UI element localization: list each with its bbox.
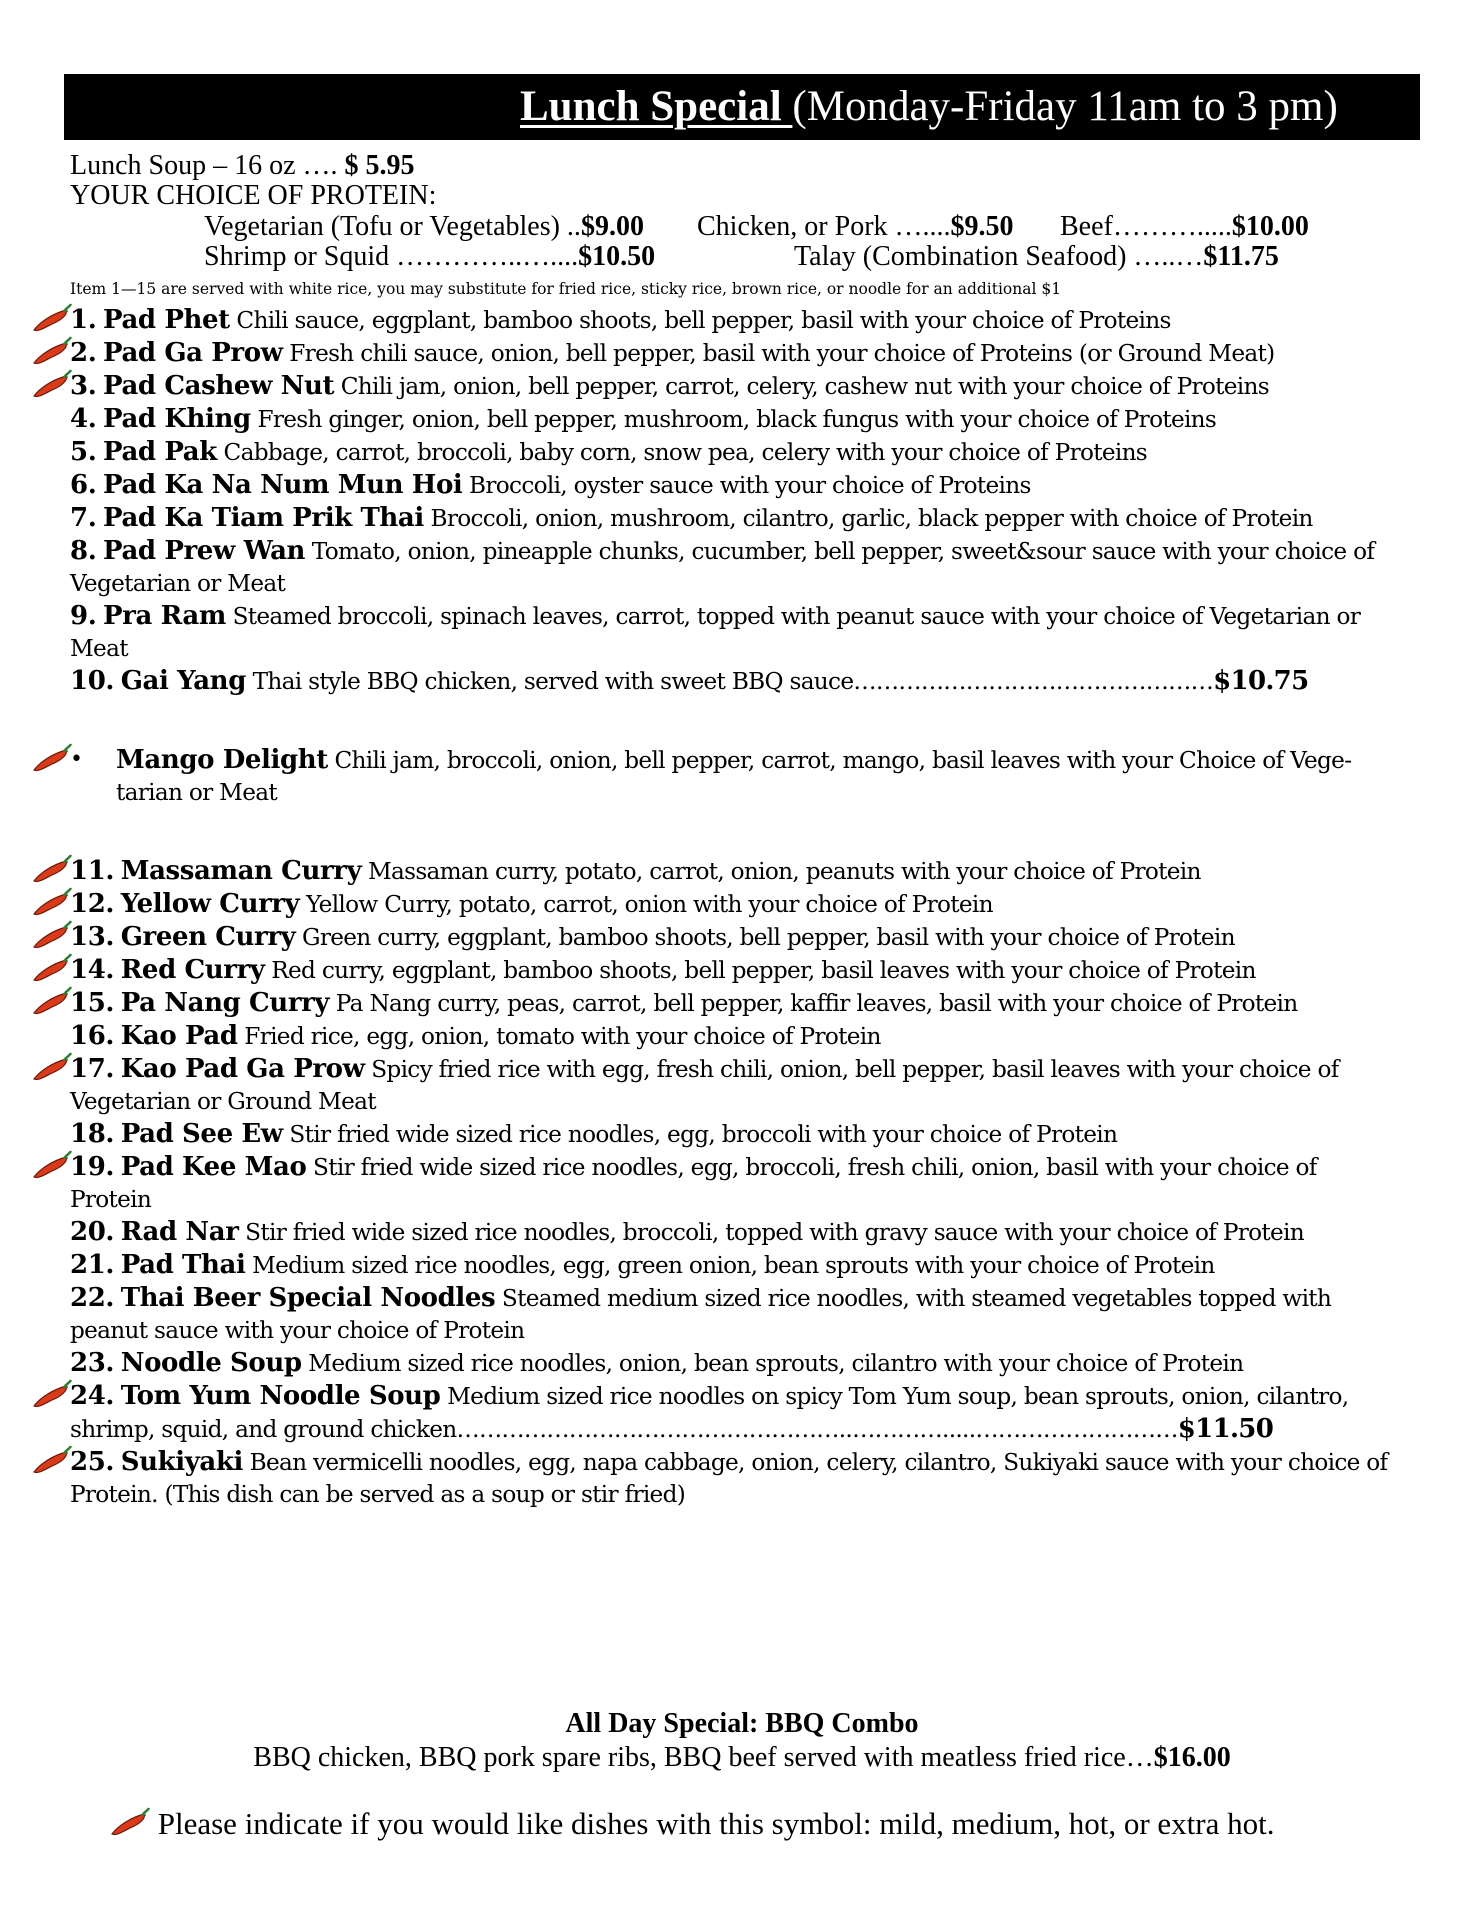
- item-name: Pad Prew Wan: [103, 536, 306, 566]
- item-price: $10.75: [1213, 666, 1309, 696]
- chili-pepper-icon: [106, 1806, 150, 1840]
- all-day-title: All Day Special: BBQ Combo: [565, 1708, 919, 1739]
- item-description: Steamed medium sized rice noodles, with steamed vegetables topped with peanut sauce with your choice of Protein: [70, 1285, 1332, 1344]
- chili-pepper-icon: [28, 886, 72, 920]
- item-name: Thai Beer Special Noodles: [120, 1283, 496, 1313]
- all-day-price: $16.00: [1153, 1742, 1231, 1773]
- chili-pepper-icon: [28, 853, 72, 887]
- menu-item: [70, 304, 1390, 337]
- item-name: Mango Delight: [116, 745, 328, 775]
- chili-pepper-icon: [28, 335, 72, 369]
- item-description: Medium sized rice noodles, onion, bean sprouts, cilantro with your choice of Protein: [301, 1350, 1244, 1377]
- item-name: Noodle Soup: [120, 1348, 302, 1378]
- item-number: 4.: [70, 404, 97, 434]
- item-number: 23.: [70, 1348, 115, 1378]
- menu-item: [70, 1020, 1390, 1053]
- header-title: Lunch Special: [520, 83, 793, 130]
- item-number: 18.: [70, 1119, 115, 1149]
- item-description: Medium sized rice noodles, egg, green onion, bean sprouts with your choice of Protein: [245, 1252, 1215, 1279]
- item-description: Fresh ginger, onion, bell pepper, mushroom, black fungus with your choice of Proteins: [250, 406, 1217, 433]
- protein-beef: [1060, 211, 1309, 242]
- soup-price: $ 5.95: [344, 150, 415, 181]
- item-name: Pad Kee Mao: [120, 1152, 307, 1182]
- item-description: Cabbage, carrot, broccoli, baby corn, snow pea, celery with your choice of Proteins: [216, 439, 1148, 466]
- item-description: Fresh chili sauce, onion, bell pepper, basil with your choice of Proteins (or Ground Meat): [282, 340, 1275, 367]
- item-description: Chili sauce, eggplant, bamboo shoots, bell pepper, basil with your choice of Proteins: [229, 307, 1171, 334]
- item-number: 5.: [70, 437, 97, 467]
- item-number: 21.: [70, 1250, 115, 1280]
- item-name: Pad Pak: [103, 437, 217, 467]
- menu-item: [70, 1118, 1390, 1151]
- protein-shrimp: [204, 241, 655, 272]
- soup-label: Lunch Soup – 16 oz ….: [70, 150, 338, 181]
- protein-chicken-price: $9.50: [950, 211, 1014, 242]
- protein-talay-label: Talay (Combination Seafood) …..…: [794, 241, 1204, 272]
- item-description: Tomato, onion, pineapple chunks, cucumber, bell pepper, sweet&sour sauce with your choice of Vegetarian or Meat: [70, 538, 1375, 597]
- item-description: Thai style BBQ chicken, served with sweet BBQ sauce…………………………………………: [245, 668, 1214, 695]
- item-name: Yellow Curry: [120, 889, 300, 919]
- item-name: Pa Nang Curry: [120, 988, 330, 1018]
- spacer: [70, 809, 1390, 855]
- item-description: Yellow Curry, potato, carrot, onion with your choice of Protein: [299, 891, 993, 918]
- menu-item: [70, 1053, 1390, 1118]
- protein-beef-price: $10.00: [1231, 211, 1309, 242]
- item-description: Steamed broccoli, spinach leaves, carrot, topped with peanut sauce with your choice of Vegetarian or Meat: [70, 603, 1361, 662]
- protein-shrimp-price: $10.50: [578, 241, 656, 272]
- item-number: 25.: [70, 1447, 115, 1477]
- chili-pepper-icon: [28, 1051, 72, 1085]
- item-number: 14.: [70, 955, 115, 985]
- protein-chicken: [697, 211, 1014, 242]
- chili-pepper-icon: [28, 952, 72, 986]
- item-description: Broccoli, oyster sauce with your choice of Proteins: [462, 472, 1031, 499]
- chili-pepper-icon: [28, 368, 72, 402]
- item-description: Chili jam, broccoli, onion, bell pepper, carrot, mango, basil leaves with your Choice of Vege-tarian or Meat: [116, 747, 1352, 806]
- menu-item: [70, 1380, 1390, 1446]
- menu-item: [70, 921, 1390, 954]
- protein-shrimp-label: Shrimp or Squid …………..…....: [204, 241, 579, 272]
- item-name: Massaman Curry: [120, 856, 362, 886]
- protein-heading: YOUR CHOICE OF PROTEIN:: [70, 180, 437, 211]
- symbol-note-text: Please indicate if you would like dishes with this symbol: mild, medium, hot, or extra hot.: [157, 1806, 1275, 1841]
- item-description: Stir fried wide sized rice noodles, egg, broccoli with your choice of Protein: [282, 1121, 1118, 1148]
- item-number: 6.: [70, 470, 97, 500]
- item-description: Massaman curry, potato, carrot, onion, peanuts with your choice of Protein: [361, 858, 1201, 885]
- symbol-note: [106, 1800, 1274, 1842]
- item-name: Sukiyaki: [120, 1447, 243, 1477]
- item-number: 3.: [70, 371, 97, 401]
- item-description: Spicy fried rice with egg, fresh chili, onion, bell pepper, basil leaves with your choice of Vegetarian or Ground Meat: [70, 1056, 1339, 1115]
- menu-item: [70, 1249, 1390, 1282]
- item-number: 24.: [70, 1381, 115, 1411]
- item-name: Pad Cashew Nut: [103, 371, 335, 401]
- item-name: Kao Pad: [120, 1021, 238, 1051]
- item-number: 7.: [70, 503, 97, 533]
- item-description: Fried rice, egg, onion, tomato with your choice of Protein: [237, 1023, 881, 1050]
- chili-pepper-icon: [28, 302, 72, 336]
- chili-pepper-icon: [28, 985, 72, 1019]
- menu-item: [70, 535, 1390, 600]
- item-name: Green Curry: [120, 922, 296, 952]
- item-name: Red Curry: [120, 955, 265, 985]
- protein-chicken-label: Chicken, or Pork …....: [697, 211, 951, 242]
- rice-note: Item 1—15 are served with white rice, you may substitute for fried rice, sticky rice, brown rice, or noodle for an additional $1: [70, 280, 1062, 298]
- menu-item: [70, 403, 1390, 436]
- menu-item: [70, 469, 1390, 502]
- item-name: Rad Nar: [120, 1217, 239, 1247]
- item-number: 22.: [70, 1283, 115, 1313]
- item-price: $11.50: [1177, 1414, 1274, 1444]
- item-number: 12.: [70, 889, 115, 919]
- item-name: Tom Yum Noodle Soup: [120, 1381, 441, 1411]
- item-number: 20.: [70, 1217, 115, 1247]
- menu-items: [70, 304, 1390, 1511]
- item-number: 13.: [70, 922, 115, 952]
- chili-pepper-icon: [28, 919, 72, 953]
- item-name: Pra Ram: [103, 601, 226, 631]
- menu-item: [70, 987, 1390, 1020]
- item-name: Pad See Ew: [120, 1119, 283, 1149]
- menu-item: [70, 370, 1390, 403]
- item-number: 15.: [70, 988, 115, 1018]
- item-number: 1.: [70, 305, 97, 335]
- protein-beef-label: Beef……….....: [1060, 211, 1232, 242]
- item-name: Pad Phet: [103, 305, 230, 335]
- item-name: Pad Khing: [103, 404, 251, 434]
- item-description: Green curry, eggplant, bamboo shoots, bell pepper, basil with your choice of Protein: [295, 924, 1235, 951]
- item-number: 2.: [70, 338, 97, 368]
- item-description: Stir fried wide sized rice noodles, broccoli, topped with gravy sauce with your choice of Protein: [238, 1219, 1304, 1246]
- menu-item: [70, 855, 1390, 888]
- menu-item: [70, 665, 1390, 698]
- item-name: Kao Pad Ga Prow: [120, 1054, 365, 1084]
- protein-veg-label: Vegetarian (Tofu or Vegetables) ..: [204, 211, 581, 242]
- mango-delight-item: [70, 744, 1390, 809]
- protein-veg-price: $9.00: [580, 211, 644, 242]
- bullet: •: [70, 747, 83, 772]
- header-bar: [64, 74, 1420, 140]
- item-number: 11.: [70, 856, 115, 886]
- menu-item: [70, 502, 1390, 535]
- item-name: Pad Thai: [120, 1250, 246, 1280]
- item-number: 9.: [70, 601, 97, 631]
- all-day-desc: BBQ chicken, BBQ pork spare ribs, BBQ beef served with meatless fried rice…: [253, 1742, 1154, 1773]
- menu-item: [70, 1347, 1390, 1380]
- menu-item: [70, 436, 1390, 469]
- protein-veg: [204, 211, 644, 242]
- menu-item: [70, 888, 1390, 921]
- menu-item: [70, 337, 1390, 370]
- chili-pepper-icon: [28, 742, 72, 776]
- item-description: Red curry, eggplant, bamboo shoots, bell pepper, basil leaves with your choice of Protein: [264, 957, 1256, 984]
- header-subtitle: (Monday-Friday 11am to 3 pm): [792, 83, 1338, 130]
- chili-pepper-icon: [28, 1378, 72, 1412]
- menu-item: [70, 1446, 1390, 1511]
- menu-item: [70, 1282, 1390, 1347]
- item-description: Pa Nang curry, peas, carrot, bell pepper, kaffir leaves, basil with your choice of Protein: [329, 990, 1298, 1017]
- item-description: Stir fried wide sized rice noodles, egg, broccoli, fresh chili, onion, basil with your choice of Protein: [70, 1154, 1317, 1213]
- item-description: Bean vermicelli noodles, egg, napa cabbage, onion, celery, cilantro, Sukiyaki sauce with your choice of Protein. (This dish can be served as a soup or stir fried): [70, 1449, 1388, 1508]
- all-day-line: [0, 1742, 1484, 1774]
- spacer: [70, 698, 1390, 744]
- menu-item: [70, 1216, 1390, 1249]
- item-number: 8.: [70, 536, 97, 566]
- item-name: Pad Ka Tiam Prik Thai: [103, 503, 424, 533]
- item-name: Pad Ka Na Num Mun Hoi: [103, 470, 463, 500]
- protein-talay-price: $11.75: [1203, 241, 1279, 272]
- protein-talay: [794, 241, 1279, 272]
- item-number: 10.: [70, 666, 115, 696]
- item-description: Chili jam, onion, bell pepper, carrot, celery, cashew nut with your choice of Proteins: [334, 373, 1269, 400]
- item-name: Gai Yang: [120, 666, 246, 696]
- item-description: Broccoli, onion, mushroom, cilantro, garlic, black pepper with choice of Protein: [423, 505, 1313, 532]
- item-number: 17.: [70, 1054, 115, 1084]
- menu-item: [70, 954, 1390, 987]
- item-number: 16.: [70, 1021, 115, 1051]
- item-number: 19.: [70, 1152, 115, 1182]
- menu-item: [70, 600, 1390, 665]
- soup-line: [70, 150, 415, 181]
- item-name: Pad Ga Prow: [103, 338, 283, 368]
- chili-pepper-icon: [28, 1444, 72, 1478]
- menu-item: [70, 1151, 1390, 1216]
- item-description: Medium sized rice noodles on spicy Tom Yum soup, bean sprouts, onion, cilantro, shrimp, squid, and ground chicken……………………………………………..………….....………………………: [70, 1383, 1349, 1443]
- chili-pepper-icon: [28, 1149, 72, 1183]
